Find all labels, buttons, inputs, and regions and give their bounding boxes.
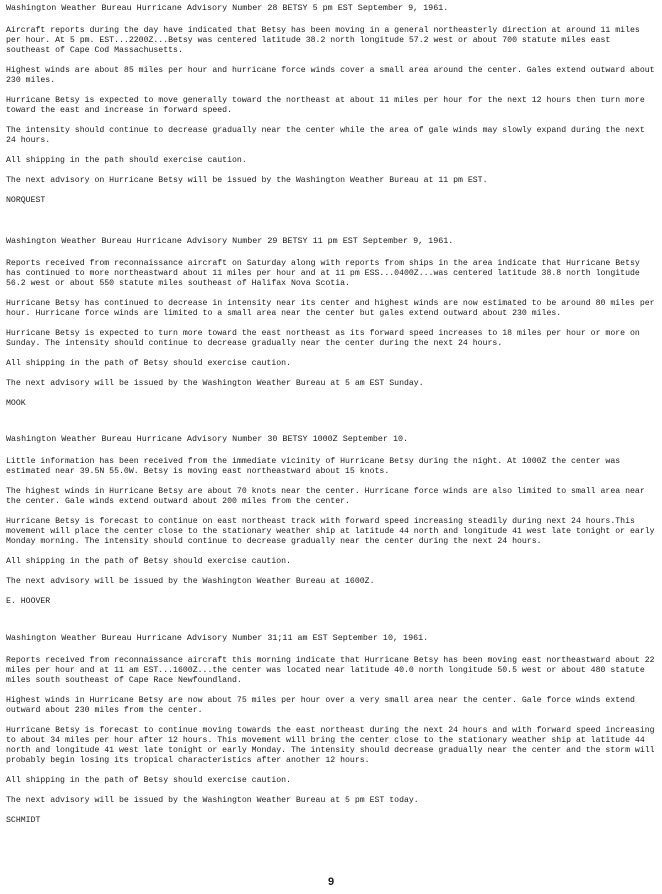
advisory-paragraph: Highest winds are about 85 miles per hour and hurricane force winds cover a small area around the center. Gales extend outward about 230 miles.	[6, 66, 655, 85]
advisory-paragraph: All shipping in the path of Betsy should exercise caution.	[6, 359, 291, 368]
advisory-paragraph: All shipping in the path of Betsy should exercise caution.	[6, 776, 291, 785]
advisory-31	[6, 633, 656, 826]
advisory-paragraph: The next advisory will be issued by the Washington Weather Bureau at 5 pm EST today.	[6, 796, 419, 805]
advisory-title: Washington Weather Bureau Hurricane Advisory Number 30 BETSY 1000Z September 10.	[6, 434, 409, 444]
advisory-paragraph: Hurricane Betsy is expected to turn more toward the east northeast as its forward speed increases to 18 miles per hour or more on Sunday. The intensity should continue to decrease gradually near the center during the next 24 hours.	[6, 329, 640, 348]
advisory-paragraph: Hurricane Betsy is forecast to continue moving towards the east northeast during the next 24 hours and with forward speed increasing to about 34 miles per hour after 12 hours. This movement will bring the center close to the stationary weather ship at latitude 44 north and longitude 41 west late tonight or early Monday. The intensity should decrease gradually near the center and the storm will probably begin losing its tropical characteristics after another 12 hours.	[6, 726, 655, 765]
advisory-paragraph: Hurricane Betsy is forecast to continue on east northeast track with forward speed increasing steadily during next 24 hours.This movement will place the center close to the stationary weather ship at latitude 44 north and longitude 41 west late tonight or early Monday morning. The intensity should continue to decrease gradually near the center during the next 24 hours.	[6, 517, 655, 546]
advisory-paragraph: All shipping in the path should exercise caution.	[6, 156, 247, 165]
advisory-paragraph: Aircraft reports during the day have indicated that Betsy has been moving in a general northeasterly direction at around 11 miles per hour. At 5 pm. EST...2200Z...Betsy was centered latitude 38.2 north longitude 57.2 west or about 700 statute miles east southeast of Cape Cod Massachusetts.	[6, 26, 640, 55]
advisory-paragraph: The next advisory will be issued by the Washington Weather Bureau at 1600Z.	[6, 577, 375, 586]
advisory-paragraph: The next advisory on Hurricane Betsy will be issued by the Washington Weather Bureau at 11 pm EST.	[6, 176, 488, 185]
page-number: 9	[327, 876, 335, 888]
advisory-paragraph: Highest winds in Hurricane Betsy are now about 75 miles per hour over a very small area near the center. Gale force winds extend outward about 230 miles from the center.	[6, 696, 635, 715]
advisory-title: Washington Weather Bureau Hurricane Advisory Number 29 BETSY 11 pm EST September 9, 1961.	[6, 236, 454, 246]
advisory-paragraph: The intensity should continue to decrease gradually near the center while the area of gale winds may slowly expand during the next 24 hours.	[6, 126, 645, 145]
advisory-28	[6, 3, 656, 206]
advisory-paragraph: Reports received from reconnaissance aircraft this morning indicate that Hurricane Betsy has been moving east northeastward about 22 miles per hour and at 11 am EST...1600Z...the center was located near latitude 40.0 north longitude 50.5 west or about 480 statute miles south southeast of Cape Race Newfoundland.	[6, 656, 655, 685]
advisory-paragraph: The highest winds in Hurricane Betsy are about 70 knots near the center. Hurricane force winds are also limited to small area near the center. Gale winds extend outward about 200 miles from the center.	[6, 487, 645, 506]
advisory-paragraph: All shipping in the path of Betsy should exercise caution.	[6, 557, 291, 566]
advisory-title: Washington Weather Bureau Hurricane Advisory Number 31;11 am EST September 10, 1961.	[6, 633, 429, 643]
advisory-signature: NORQUEST	[6, 196, 46, 205]
advisory-paragraph: Hurricane Betsy has continued to decrease in intensity near its center and highest winds are now estimated to be around 80 miles per hour. Hurricane force winds are limited to a small area near the center but gales extend outward about 230 miles.	[6, 299, 655, 318]
advisory-signature: E. HOOVER	[6, 597, 51, 606]
advisory-paragraph: The next advisory will be issued by the Washington Weather Bureau at 5 am EST Sunday.	[6, 379, 424, 388]
advisory-paragraph: Hurricane Betsy is expected to move generally toward the northeast at about 11 miles per hour for the next 12 hours then turn more toward the east and increase in forward speed.	[6, 96, 645, 115]
advisory-signature: MOOK	[6, 399, 26, 408]
advisory-title: Washington Weather Bureau Hurricane Advisory Number 28 BETSY 5 pm EST September 9, 1961.	[6, 3, 449, 13]
advisory-paragraph: Reports received from reconnaissance aircraft on Saturday along with reports from ships in the area indicate that Hurricane Betsy has continued to more northeastward about 11 miles per hour and at 11 pm ESS...0400Z...was centered latitude 38.8 north longitude 56.2 west or about 550 statute miles southeast of Halifax Nova Scotia.	[6, 259, 640, 288]
advisory-30	[6, 434, 656, 607]
advisory-signature: SCHMIDT	[6, 816, 41, 825]
advisory-paragraph: Little information has been received from the immediate vicinity of Hurricane Betsy during the night. At 1000Z the center was estimated near 39.5N 55.0W. Betsy is moving east northeastward about 15 knots.	[6, 457, 621, 476]
advisory-29	[6, 236, 656, 409]
